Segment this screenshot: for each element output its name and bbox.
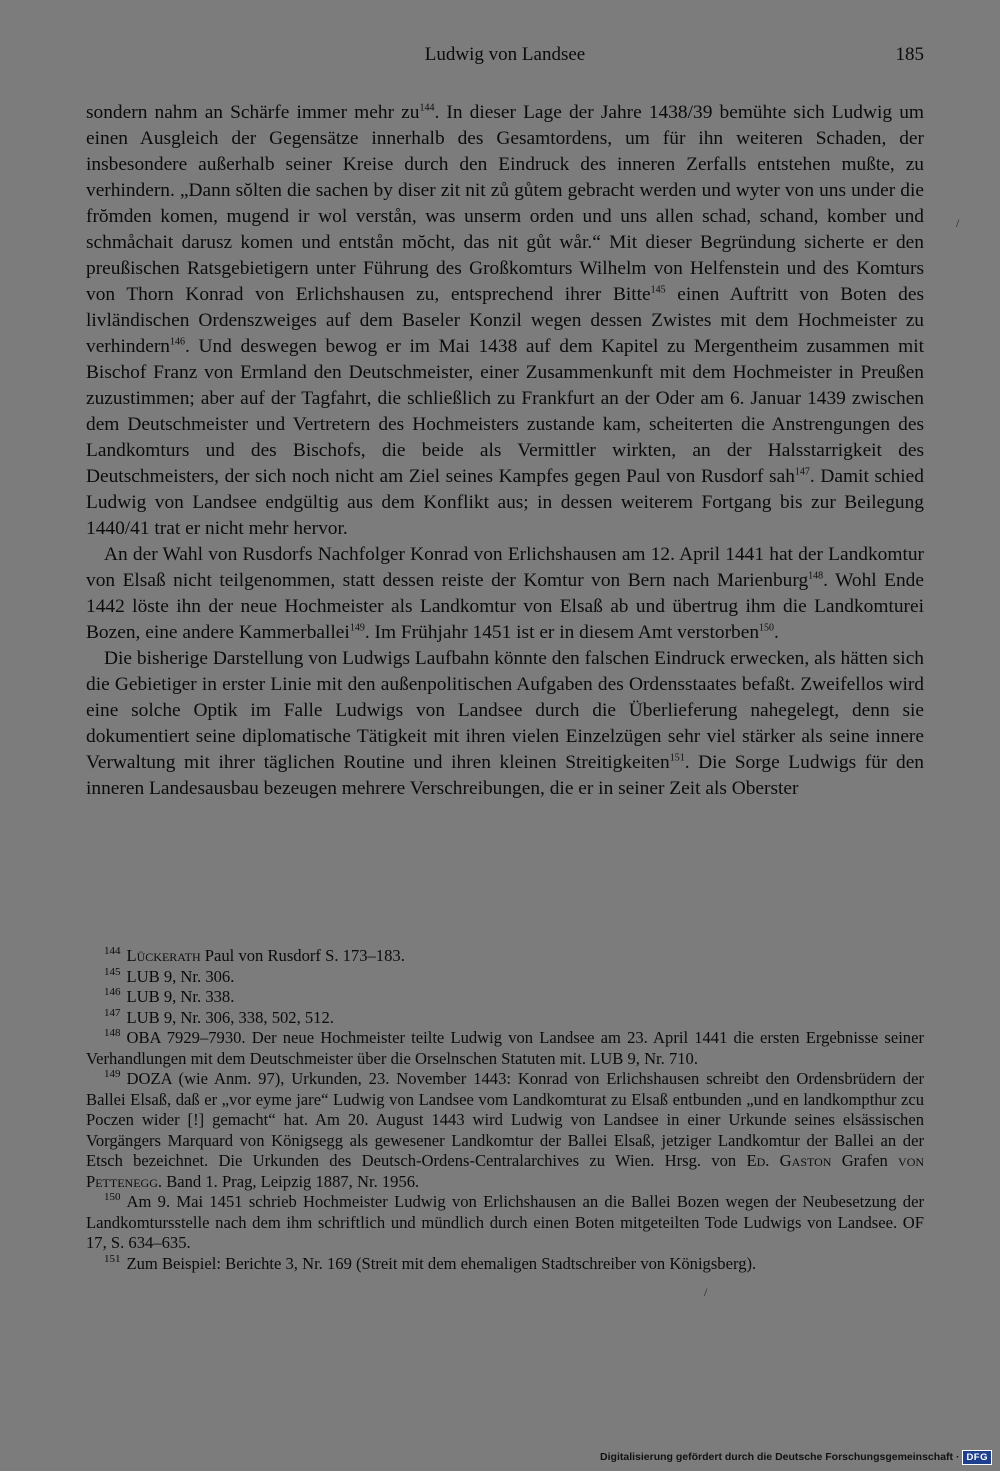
footnote — [86, 967, 924, 988]
dfg-logo: DFG — [962, 1450, 992, 1465]
text-run: Zum Beispiel: Berichte 3, Nr. 169 (Streit mit dem ehemaligen Stadtschreiber von Königsberg). — [126, 1253, 757, 1273]
footnote-reference: 147 — [794, 466, 810, 478]
footnote-reference: 148 — [808, 570, 824, 582]
text-run: Paul von Rusdorf S. 173–183. — [200, 946, 405, 965]
text-run: . Die Sorge Ludwigs für den inneren Landesausbau bezeugen mehrere Verschreibungen, die er in seiner Zeit als Oberster — [86, 752, 924, 799]
text-run: OBA 7929–7930. Der neue Hochmeister teilte Ludwig von Landsee am 23. April 1441 die ersten Ergebnisse seiner Verhandlungen mit dem Deutschmeister über die Orselnschen Statuten mit. LUB 9, Nr. 710. — [86, 1028, 924, 1068]
footnotes — [86, 946, 924, 1274]
footnote-reference: 151 — [669, 752, 685, 764]
small-caps-name: von Pettenegg — [86, 1151, 925, 1191]
margin-mark: / — [956, 216, 960, 230]
paragraph — [86, 646, 924, 802]
footnote-reference: 145 — [650, 284, 666, 296]
text-run: . Wohl Ende 1442 löste ihn der neue Hochmeister als Landkomtur von Elsaß ab und übertrug ihm die Landkomturei Bozen, eine andere Kammerballei — [86, 570, 924, 643]
footnote-number: 145 — [104, 965, 121, 978]
text-run: LUB 9, Nr. 306, 338, 502, 512. — [126, 1007, 334, 1027]
text-run: einen Auftritt von Boten des livländischen Ordenszweiges auf dem Baseler Konzil wegen dessen Zwistes mit dem Hochmeister zu verhindern — [86, 284, 924, 357]
text-run: . Damit schied Ludwig von Landsee endgültig aus dem Konflikt aus; in dessen weiterem Fortgang bis zur Beilegung 1440/41 trat er nicht mehr hervor. — [86, 466, 924, 539]
footnote — [86, 1028, 924, 1069]
text-run: . Und deswegen bewog er im Mai 1438 auf dem Kapitel zu Mergentheim zusammen mit Bischof Franz von Ermland den Deutschmeister, einer Zusammenkunft mit dem Hochmeister in Preußen zuzustimmen; aber auf der Tagfahrt, die schließlich zu Frankfurt an der Oder am 6. Januar 1439 zwischen dem Deutschmeister und Vertretern des Hochmeisters zustande kam, scheiterten die Anstrengungen des Landkomturs und des Bischofs, die beide als Vermittler wirkten, an der Halsstarrigkeit des Deutschmeisters, der sich noch nicht am Ziel seines Kampfes gegen Paul von Rusdorf sah — [86, 336, 924, 487]
footnote-number: 147 — [104, 1006, 121, 1019]
footnote-number: 144 — [104, 945, 121, 958]
paragraph — [86, 542, 924, 646]
text-run: Am 9. Mai 1451 schrieb Hochmeister Ludwig von Erlichshausen an die Ballei Bozen wegen der Neubesetzung der Landkomtursstelle nach dem ihm schriftlich und mündlich durch einen Boten mitgeteilten Tode Ludwigs von Landsee. OF 17, S. 634–635. — [86, 1192, 924, 1252]
footnote-reference: 144 — [419, 102, 435, 114]
credit-text: Digitalisierung gefördert durch die Deutsche Forschungsgemeinschaft · — [600, 1451, 960, 1463]
footnote-number: 151 — [104, 1252, 121, 1265]
paragraph — [86, 100, 924, 542]
text-run: DOZA (wie Anm. 97), Urkunden, 23. November 1443: Konrad von Erlichshausen schreibt den Ordensbrüdern der Ballei Elsaß, daß er „vor eyme jare“ Ludwig von Landsee vom Landkomturat zu Elsaß entbunden „und en landkompthur zcu Poczen wider [!] gemacht“ hat. Am 20. August 1443 wird Ludwig von Landsee in einer Urkunde seines elsässischen Vorgängers Marquard von Königsegg als gewesener Landkomtur der Ballei Elsaß, jetziger Landkomtur der Ballei an der Etsch bezeichnet. Die Urkunden des Deutsch-Ordens-Centralarchives zu Wien. Hrsg. von — [86, 1069, 924, 1170]
text-run: LUB 9, Nr. 338. — [126, 987, 235, 1006]
main-text — [86, 100, 924, 802]
digitization-credit — [600, 1447, 992, 1467]
footnote — [86, 946, 924, 967]
text-run: Grafen — [831, 1151, 899, 1170]
footnote-number: 150 — [104, 1191, 121, 1204]
footnote-number: 148 — [104, 1027, 121, 1040]
running-title: Ludwig von Landsee — [424, 44, 586, 65]
footnote-reference: 146 — [170, 336, 185, 348]
footnote — [86, 1192, 924, 1254]
text-run: LUB 9, Nr. 306. — [126, 966, 235, 986]
text-run: An der Wahl von Rusdorfs Nachfolger Konrad von Erlichshausen am 12. April 1441 hat der Landkomtur von Elsaß nicht teilgenommen, statt dessen reiste der Komtur von Bern nach Marienburg — [86, 544, 924, 591]
text-run: Die bisherige Darstellung von Ludwigs Laufbahn könnte den falschen Eindruck erwecken, als hätten sich die Gebietiger in erster Linie mit den außenpolitischen Aufgaben des Ordensstaates befaßt. Zweifellos wird eine solche Optik im Falle Ludwigs von Landsee durch die Überlieferung nahegelegt, denn sie dokumentiert seine diplomatische Tätigkeit mit ihren vielen Einzelzügen sehr viel stärker als seine innere Verwaltung mit ihrer täglichen Routine und ihren kleinen Streitigkeiten — [86, 648, 924, 773]
text-run: sondern nahm an Schärfe immer mehr zu — [86, 102, 420, 123]
small-caps-name: Lückerath — [126, 946, 201, 965]
text-run: . Band 1. Prag, Leipzig 1887, Nr. 1956. — [157, 1171, 420, 1191]
text-run: . — [774, 622, 779, 643]
footnote — [86, 1254, 924, 1275]
page-number: 185 — [895, 44, 924, 65]
footnote-reference: 149 — [349, 622, 365, 634]
margin-mark: / — [704, 1285, 708, 1299]
footnote — [86, 1069, 924, 1192]
footnote — [86, 1008, 924, 1029]
text-run: . In dieser Lage der Jahre 1438/39 bemühte sich Ludwig um einen Ausgleich der Gegensätze innerhalb des Gesamtordens, um für ihn weiteren Schaden, der insbesondere außerhalb seiner Kreise durch den Eindruck des inneren Zerfalls entstehen mußte, zu verhindern. „Dann sŏlten die sachen by diser zit nit zů gůtem gebracht werden und wyter von uns under die frŏmden komen, mugend ir wol verstån, was unserm orden und uns allen schad, schand, komber und schmåchait darusz komen und entstån mŏcht, das nit gůt wår.“ Mit dieser Begründung sicherte er den preußischen Ratsgebietigern unter Führung des Großkomturs Wilhelm von Helfenstein und des Komturs von Thorn Konrad von Erlichshausen zu, entsprechend ihrer Bitte — [86, 102, 924, 305]
page-header — [86, 44, 924, 70]
text-run: . Im Frühjahr 1451 ist er in diesem Amt verstorben — [364, 622, 760, 643]
small-caps-name: Ed. Gaston — [746, 1151, 832, 1170]
footnote — [86, 987, 924, 1008]
footnote-reference: 150 — [759, 622, 775, 634]
footnote-number: 149 — [104, 1068, 121, 1081]
footnote-number: 146 — [104, 986, 121, 999]
